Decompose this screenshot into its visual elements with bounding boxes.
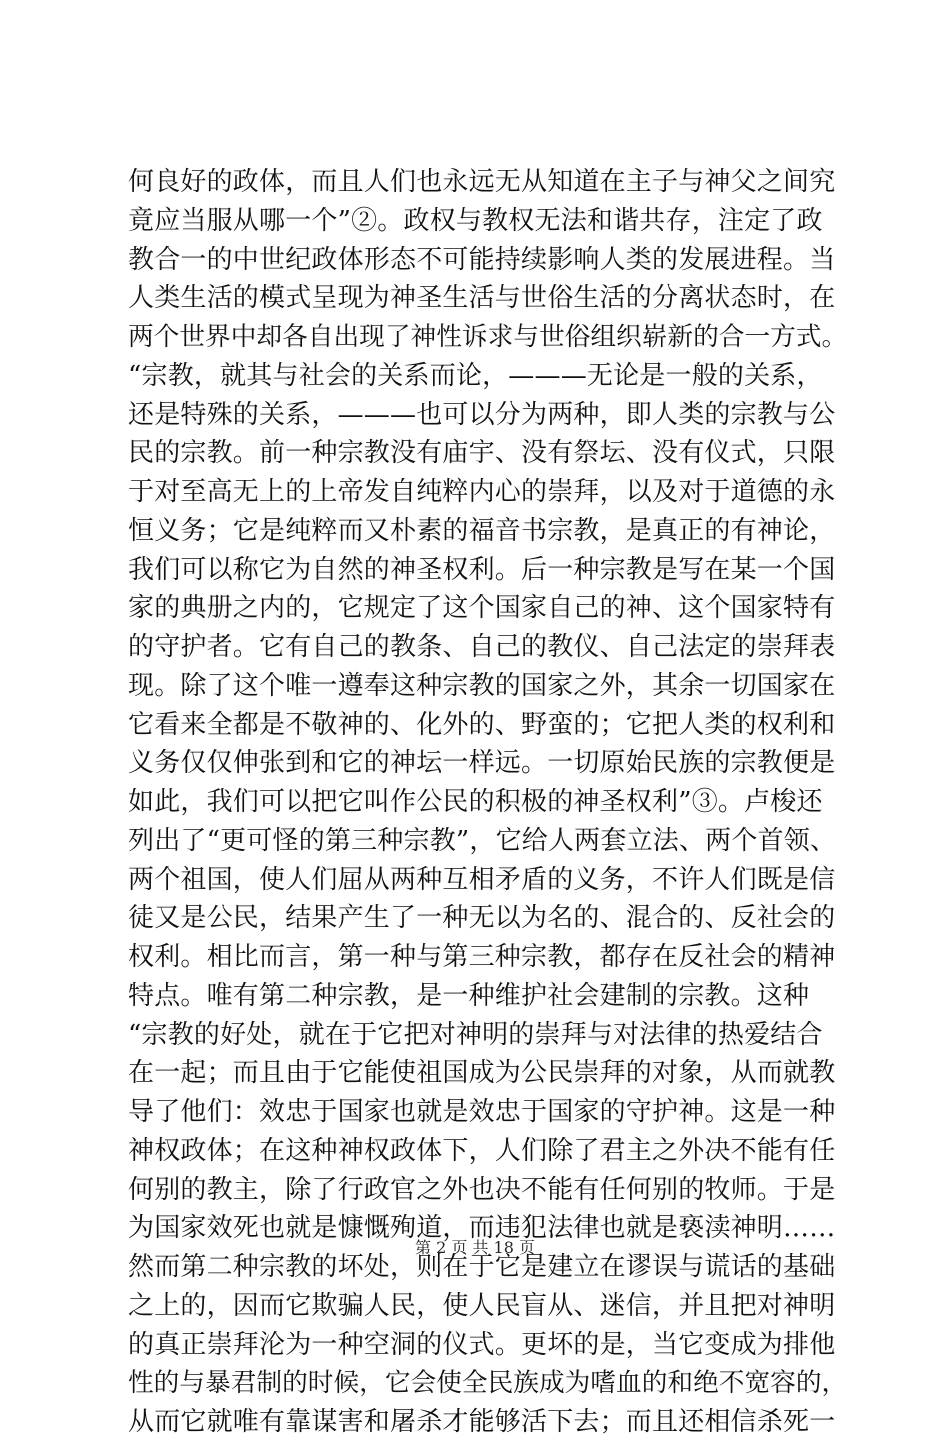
text-line: 何良好的政体，而且人们也永远无从知道在主子与神父之间究 (128, 167, 836, 197)
text-line: 于对至高无上的上帝发自纯粹内心的崇拜，以及对于道德的永 (128, 477, 836, 507)
text-line: 之上的，因而它欺骗人民，使人民盲从、迷信，并且把对神明 (128, 1290, 836, 1321)
text-line: 的守护者。它有自己的教条、自己的教仪、自己法定的崇拜表 (128, 632, 836, 662)
text-line: 为国家效死也就是慷慨殉道，而违犯法律也就是亵渎神明…… (128, 1213, 836, 1244)
text-line: 恒义务；它是纯粹而又朴素的福音书宗教，是真正的有神论， (128, 515, 836, 546)
text-line: “宗教的好处，就在于它把对神明的崇拜与对法律的热爱结合 (128, 1019, 823, 1050)
text-line: 特点。唯有第二种宗教，是一种维护社会建制的宗教。这种 (128, 980, 810, 1011)
text-line: 何别的教主，除了行政官之外也决不能有任何别的牧师。于是 (128, 1174, 836, 1205)
text-line: 如此，我们可以把它叫作公民的积极的神圣权利”③。卢梭还 (128, 787, 823, 817)
text-line: 权利。相比而言，第一种与第三种宗教，都存在反社会的精神 (128, 942, 836, 972)
page-footer: 第 2 页 共 18 页 (415, 1238, 535, 1257)
text-line: 列出了“更可怪的第三种宗教”，它给人两套立法、两个首领、 (128, 825, 837, 856)
text-line: 在一起；而且由于它能使祖国成为公民崇拜的对象，从而就教 (128, 1058, 836, 1089)
text-line: 义务仅仅伸张到和它的神坛一样远。一切原始民族的宗教便是 (128, 748, 836, 779)
text-line: 我们可以称它为自然的神圣权利。后一种宗教是写在某一个国 (128, 554, 836, 585)
text-line: 性的与暴君制的时候，它会使全民族成为嗜血的和绝不宽容的， (128, 1368, 848, 1399)
text-line: 然而第二种宗教的坏处，则在于它是建立在谬误与谎话的基础 (128, 1252, 836, 1282)
text-line: 家的典册之内的，它规定了这个国家自己的神、这个国家特有 (128, 593, 836, 624)
text-line: 竟应当服从哪一个”②。政权与教权无法和谐共存，注定了政 (128, 205, 823, 236)
text-line: 神权政体；在这种神权政体下，人们除了君主之外决不能有任 (128, 1135, 836, 1166)
text-line: 民的宗教。前一种宗教没有庙宇、没有祭坛、没有仪式，只限 (128, 438, 836, 469)
text-line: 两个世界中却各自出现了神性诉求与世俗组织崭新的合一方式。 (128, 322, 848, 352)
text-line: 从而它就唯有靠谋害和屠杀才能够活下去；而且还相信杀死一 (128, 1407, 836, 1437)
text-line: 现。除了这个唯一遵奉这种宗教的国家之外，其余一切国家在 (128, 670, 836, 701)
text-line: 徒又是公民，结果产生了一种无以为名的、混合的、反社会的 (128, 903, 836, 934)
text-line: “宗教，就其与社会的关系而论，———无论是一般的关系， (128, 360, 823, 391)
text-line: 它看来全都是不敬神的、化外的、野蛮的；它把人类的权利和 (128, 709, 836, 740)
text-line: 教合一的中世纪政体形态不可能持续影响人类的发展进程。当 (128, 244, 836, 275)
text-line: 的真正崇拜沦为一种空洞的仪式。更坏的是，当它变成为排他 (128, 1329, 836, 1360)
text-line: 导了他们：效忠于国家也就是效忠于国家的守护神。这是一种 (128, 1097, 836, 1127)
text-line: 还是特殊的关系，———也可以分为两种，即人类的宗教与公 (128, 399, 836, 430)
text-line: 两个祖国，使人们屈从两种互相矛盾的义务，不许人们既是信 (128, 864, 836, 895)
text-line: 人类生活的模式呈现为神圣生活与世俗生活的分离状态时，在 (128, 283, 836, 314)
